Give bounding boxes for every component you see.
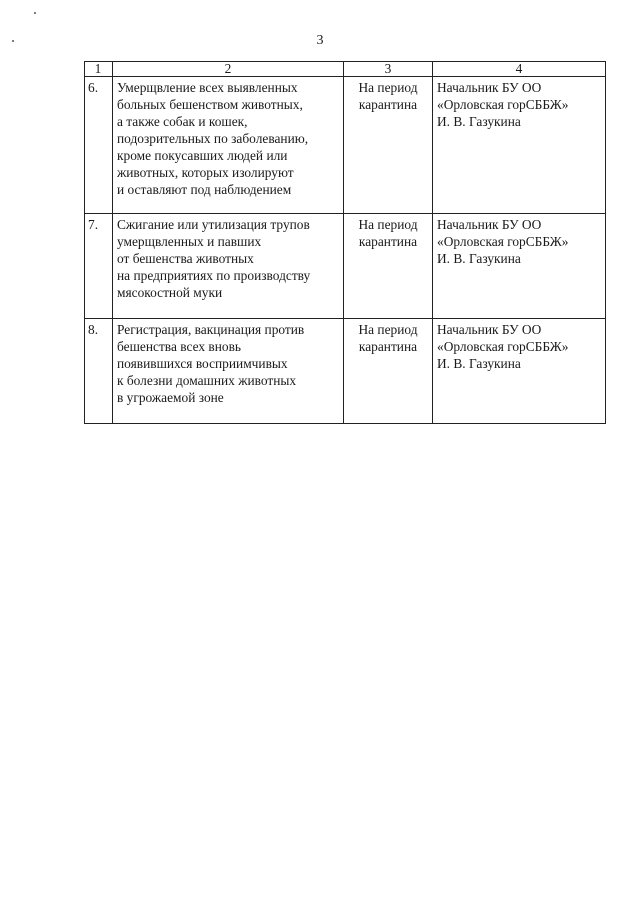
period-line: карантина bbox=[358, 97, 418, 112]
period-cell bbox=[344, 77, 433, 214]
action-line: в угрожаемой зоне bbox=[117, 390, 224, 405]
period-cell bbox=[344, 319, 433, 424]
action-line: умерщвленных и павших bbox=[117, 234, 262, 249]
action-line: Сжигание или утилизация трупов bbox=[117, 217, 310, 232]
responsible-line: И. В. Газукина bbox=[437, 114, 521, 129]
measures-table bbox=[84, 61, 606, 424]
page-number: 3 bbox=[316, 33, 324, 48]
period-cell bbox=[344, 214, 433, 319]
action-line: появившихся восприимчивых bbox=[117, 356, 288, 371]
responsible-line: Начальник БУ ОО bbox=[437, 322, 542, 337]
period-line: На период bbox=[358, 322, 418, 337]
action-line: а также собак и кошек, bbox=[117, 114, 248, 129]
action-cell bbox=[113, 214, 344, 319]
period-line: На период bbox=[358, 80, 418, 95]
row-number: 6. bbox=[85, 77, 113, 214]
action-line: на предприятиях по производству bbox=[117, 268, 311, 283]
period-line: карантина bbox=[358, 339, 418, 354]
action-line: кроме покусавших людей или bbox=[117, 148, 288, 163]
responsible-line: И. В. Газукина bbox=[437, 251, 521, 266]
action-line: мясокостной муки bbox=[117, 285, 223, 300]
responsible-cell bbox=[433, 214, 606, 319]
period-line: На период bbox=[358, 217, 418, 232]
action-line: Регистрация, вакцинация против bbox=[117, 322, 305, 337]
table-row bbox=[85, 214, 606, 319]
action-cell bbox=[113, 77, 344, 214]
header-cell-4: 4 bbox=[433, 62, 606, 77]
responsible-line: Начальник БУ ОО bbox=[437, 217, 542, 232]
action-line: к болезни домашних животных bbox=[117, 373, 297, 388]
header-cell-3: 3 bbox=[344, 62, 433, 77]
action-cell bbox=[113, 319, 344, 424]
responsible-line: «Орловская горСББЖ» bbox=[437, 339, 569, 354]
action-line: животных, которых изолируют bbox=[117, 165, 294, 180]
responsible-line: Начальник БУ ОО bbox=[437, 80, 542, 95]
responsible-line: «Орловская горСББЖ» bbox=[437, 234, 569, 249]
responsible-cell bbox=[433, 77, 606, 214]
table-header-row bbox=[85, 62, 606, 77]
header-cell-1: 1 bbox=[85, 62, 113, 77]
action-line: бешенства всех вновь bbox=[117, 339, 242, 354]
row-number: 7. bbox=[85, 214, 113, 319]
action-line: Умерщвление всех выявленных bbox=[117, 80, 298, 95]
responsible-line: И. В. Газукина bbox=[437, 356, 521, 371]
responsible-cell bbox=[433, 319, 606, 424]
action-line: больных бешенством животных, bbox=[117, 97, 303, 112]
period-line: карантина bbox=[358, 234, 418, 249]
responsible-line: «Орловская горСББЖ» bbox=[437, 97, 569, 112]
scan-speck bbox=[34, 12, 36, 14]
table-row bbox=[85, 77, 606, 214]
action-line: от бешенства животных bbox=[117, 251, 254, 266]
header-cell-2: 2 bbox=[113, 62, 344, 77]
row-number: 8. bbox=[85, 319, 113, 424]
action-line: и оставляют под наблюдением bbox=[117, 182, 292, 197]
table-row bbox=[85, 319, 606, 424]
action-line: подозрительных по заболеванию, bbox=[117, 131, 309, 146]
